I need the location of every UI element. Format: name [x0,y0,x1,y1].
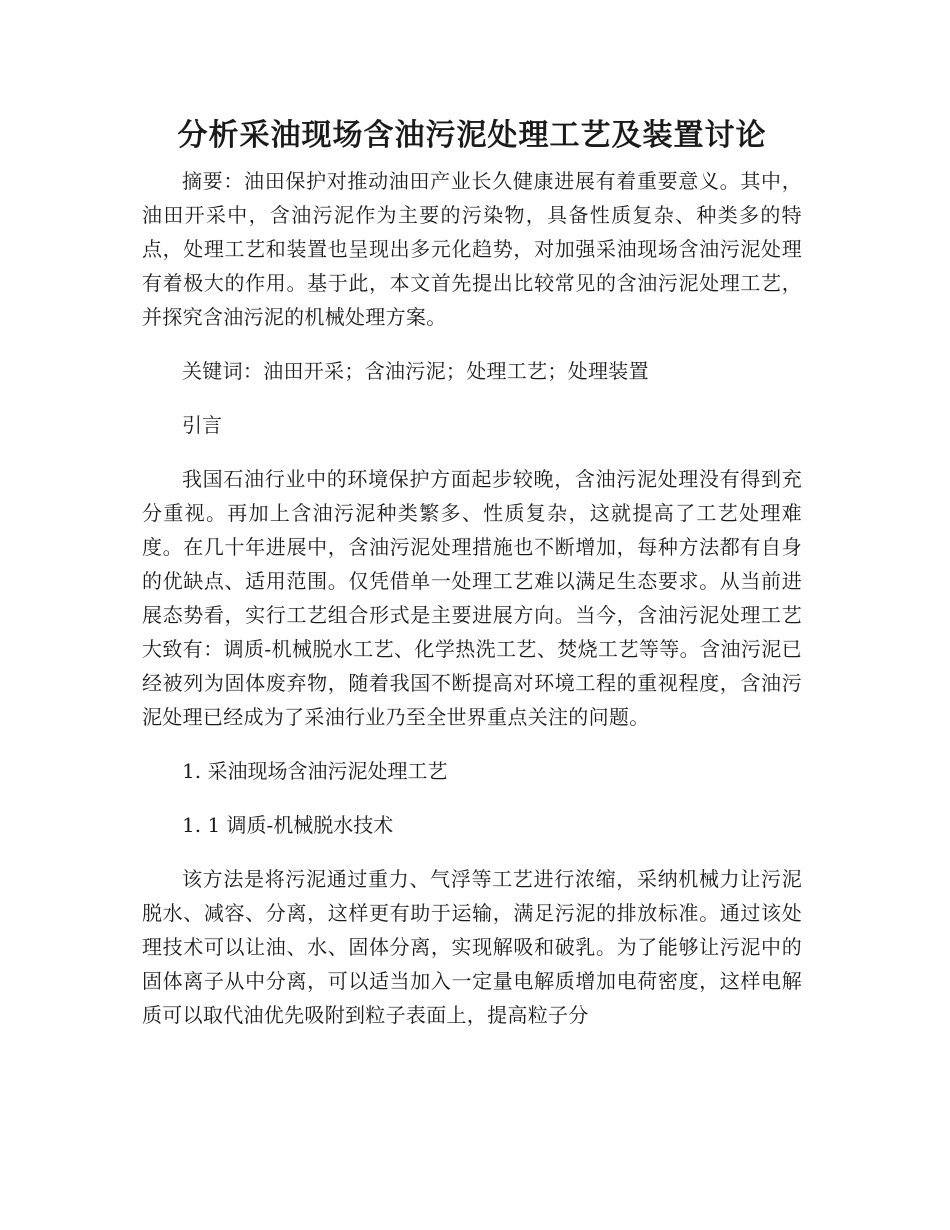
section-1-heading: 1. 采油现场含油污泥处理工艺 [182,759,448,783]
section-1-1-paragraph: 该方法是将污泥通过重力、气浮等工艺进行浓缩，采纳机械力让污泥脱水、减容、分离，这样更有助于运输，满足污泥的排放标准。通过该处理技术可以让油、水、固体分离，实现解吸和破乳。为了能够让污泥中的固体离子从中分离，可以适当加入一定量电解质增加电荷密度，这样电解质可以取代油优先吸附到粒子表面上，提高粒子分 [142,867,802,1027]
document-title: 分析采油现场含油污泥处理工艺及装置讨论 [177,118,767,153]
spacer [142,388,802,408]
intro-heading: 引言 [182,413,222,437]
intro-paragraph: 我国石油行业中的环境保护方面起步较晚，含油污泥处理没有得到充分重视。再加上含油污泥种类繁多、性质复杂，这就提高了工艺处理难度。在几十年进展中，含油污泥处理措施也不断增加，每种方法都有自身的优缺点、适用范围。仅凭借单一处理工艺难以满足生态要求。从当前进展态势看，实行工艺组合形式是主要进展方向。当今，含油污泥处理工艺大致有：调质-机械脱水工艺、化学热洗工艺、焚烧工艺等等。含油污泥已经被列为固体废弃物，随着我国不断提高对环境工程的重视程度，含油污泥处理已经成为了采油行业乃至全世界重点关注的问题。 [142,467,802,729]
section-1-1-heading: 1. 1 调质-机械脱水技术 [182,813,394,837]
spacer [142,442,802,462]
document-page [142,108,802,1032]
spacer [142,334,802,354]
spacer [142,788,802,808]
spacer [142,734,802,754]
abstract-paragraph: 摘要：油田保护对推动油田产业长久健康进展有着重要意义。其中，油田开采中，含油污泥作为主要的污染物，具备性质复杂、种类多的特点，处理工艺和装置也呈现出多元化趋势，对加强采油现场含油污泥处理有着极大的作用。基于此，本文首先提出比较常见的含油污泥处理工艺，并探究含油污泥的机械处理方案。 [142,169,802,329]
spacer [142,842,802,862]
keywords-paragraph: 关键词：油田开采；含油污泥；处理工艺；处理装置 [182,359,649,383]
